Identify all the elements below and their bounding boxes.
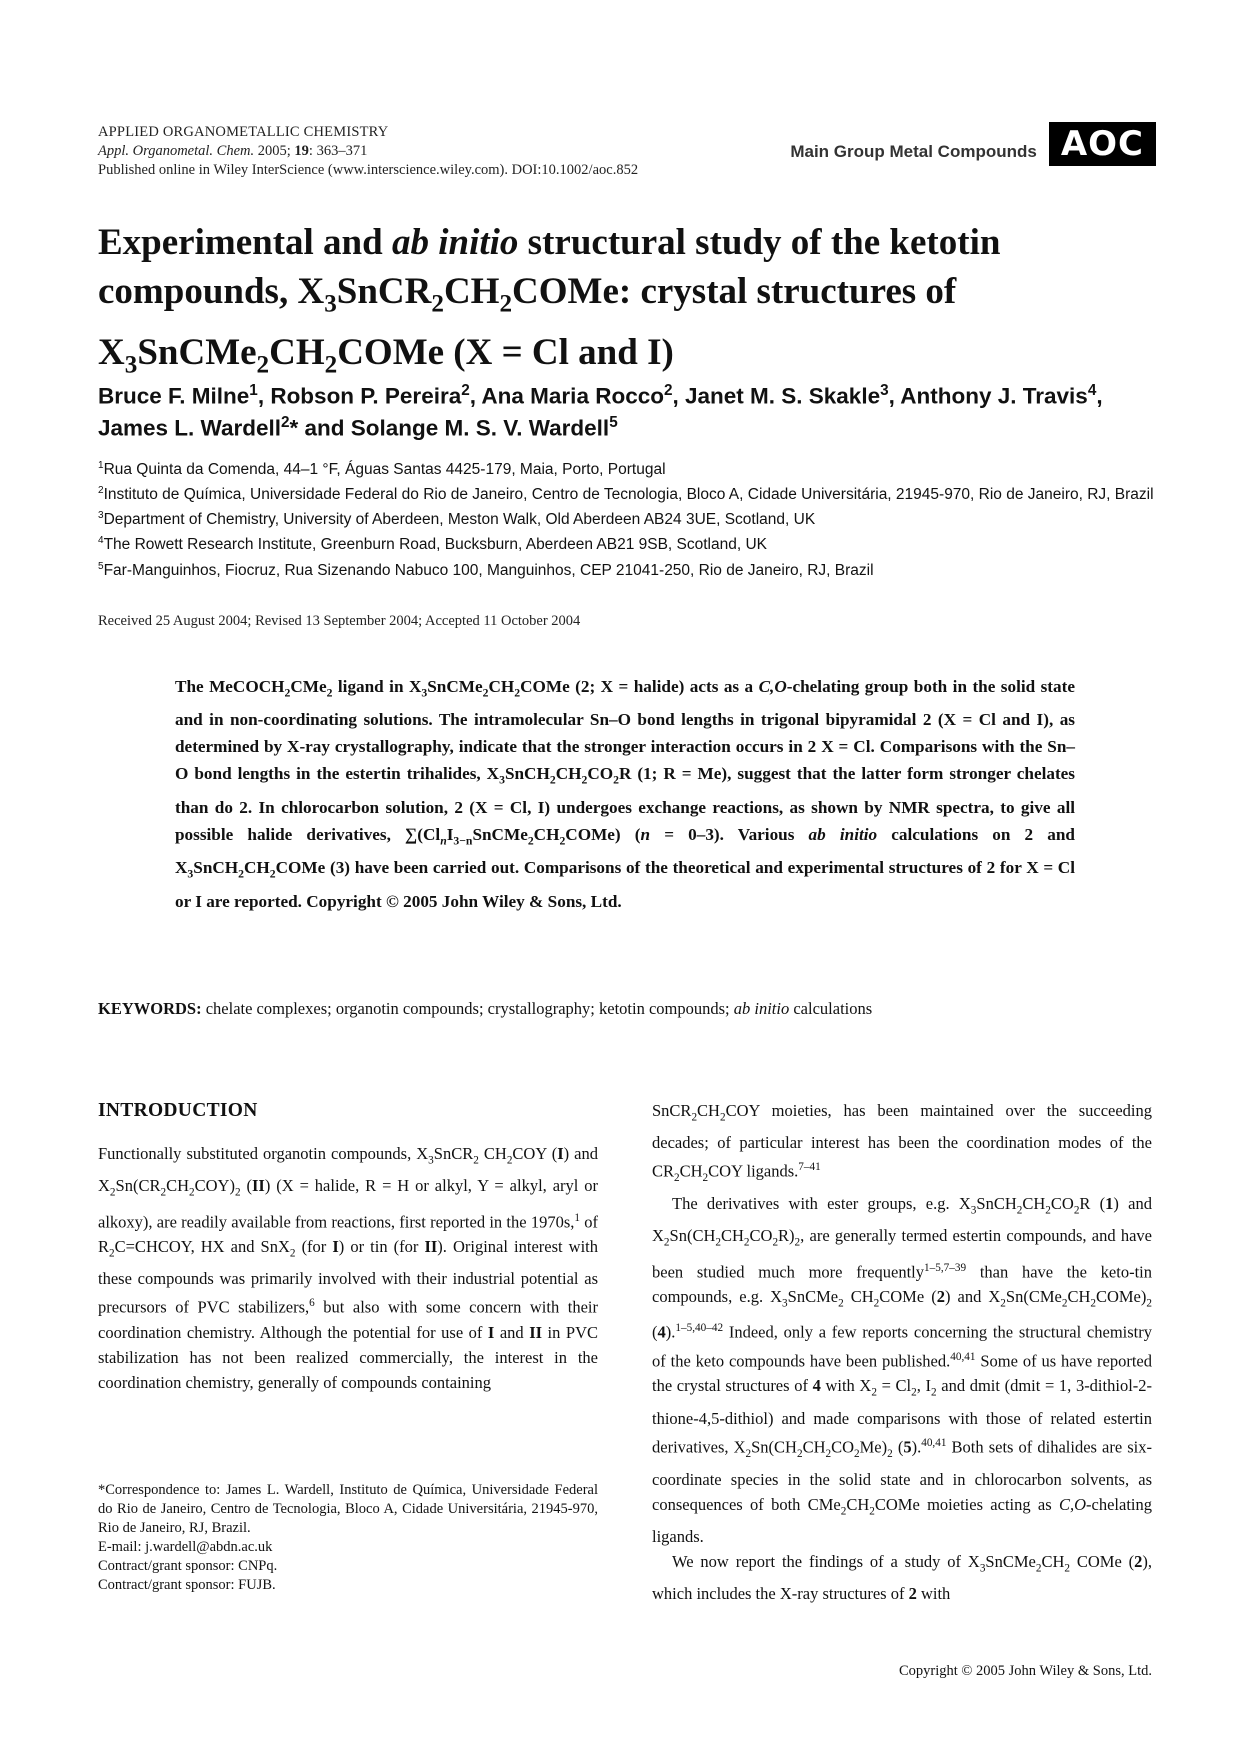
footnote-line: Contract/grant sponsor: CNPq.	[98, 1558, 278, 1574]
paragraph: $SnCR_2CH_2COY$ moieties, has been maintained over the succeeding decades; of particular interest has been the coordination modes of the $CR_2CH_2COY$ ligands.$^{7-41}$	[652, 1101, 1152, 1185]
article-title: Experimental and ab initio structural study of the ketotin compounds, $X_3SnCR_2CH_2COMe$: crystal structures of $X_3SnCMe_2CH_2COMe$ (X = Cl and I)	[98, 222, 1001, 379]
affiliation: $^5$Far-Manguinhos, Fiocruz, Rua Sizenando Nabuco 100, Manguinhos, CEP 21041-250, Rio de Janeiro, RJ, Brazil	[98, 560, 874, 579]
journal-header	[98, 123, 638, 180]
section-label: Main Group Metal Compounds	[790, 142, 1037, 161]
published-online: Published online in Wiley InterScience (www.interscience.wiley.com). DOI:10.1002/aoc.852	[98, 162, 639, 178]
footnote-line: Contract/grant sponsor: FUJB.	[98, 1577, 276, 1593]
header-right	[790, 122, 1156, 166]
affiliation: $^1$Rua Quinta da Comenda, 44–1 °F, Águas Santas 4425-179, Maia, Porto, Portugal	[98, 460, 666, 479]
section-heading: INTRODUCTION	[98, 1100, 258, 1121]
right-column	[652, 1098, 1152, 1606]
email: E-mail: j.wardell@abdn.ac.uk	[98, 1539, 273, 1555]
affiliations	[98, 455, 1158, 581]
keywords: KEYWORDS: chelate complexes; organotin compounds; crystallography; ketotin compounds; ab initio calculations	[98, 999, 873, 1018]
paragraph: We now report the findings of a study of $X_3SnCMe_2CH_2$ COMe (2), which includes the X-ray structures of 2 with	[652, 1551, 1152, 1604]
affiliation: $^4$The Rowett Research Institute, Greenburn Road, Bucksburn, Aberdeen AB21 9SB, Scotland, UK	[98, 535, 767, 554]
received-dates: Received 25 August 2004; Revised 13 September 2004; Accepted 11 October 2004	[98, 613, 581, 629]
footnote-line: *Correspondence to: James L. Wardell, Instituto de Química, Universidade Federal do Rio de Janeiro, Centro de Tecnologia, Bloco A, Cidade Universitária, 21945-970, Rio de Janeiro, RJ, Brazil.	[98, 1482, 598, 1536]
abstract: The MeCOCH$_2$CMe$_2$ ligand in $X_3SnCMe_2CH_2COMe$ (2; X = halide) acts as a C,O-chelating group both in the solid state and in non-coordinating solutions. The intramolecular Sn–O bond lengths in trigonal bipyramidal 2 (X = Cl and I), as determined by X-ray crystallography, indicate that the stronger interaction occurs in 2 X = Cl. Comparisons with the Sn–O bond lengths in the estertin trihalides, $X_3SnCH_2CH_2CO_2R$ (1; R = Me), suggest that the latter form stronger chelates than do 2. In chlorocarbon solution, 2 (X = Cl, I) undergoes exchange reactions, as shown by NMR spectra, to give all possible halide derivatives, $\sum(Cl_nI_{3-n}SnCMe_2CH_2COMe) (n = 0-3)$. Various ab initio calculations on 2 and $X_3SnCH_2CH_2COMe$ (3) have been carried out. Comparisons of the theoretical and experimental structures of 2 for X = Cl or I are reported. Copyright © 2005 John Wiley & Sons, Ltd.	[175, 677, 1075, 911]
journal-name: APPLIED ORGANOMETALLIC CHEMISTRY	[98, 124, 389, 140]
affiliation: $^2$Instituto de Química, Universidade Federal do Rio de Janeiro, Centro de Tecnologia, Bloco A, Cidade Universitária, 21945-970, Rio de Janeiro, RJ, Brazil	[98, 485, 1154, 504]
affiliation: $^3$Department of Chemistry, University of Aberdeen, Meston Walk, Old Aberdeen AB24 3UE, Scotland, UK	[98, 510, 816, 529]
left-column	[98, 1098, 598, 1395]
paragraph: Functionally substituted organotin compounds, $X_3SnCR_2$ $CH_2COY$ (I) and $X_2Sn(CR_2CH_2COY)_2$ (II) (X = halide, R = H or alkyl, Y = alkyl, aryl or alkoxy), are readily available from reactions, first reported in the 1970s,$^1$ of $R_2C=CHCOY$, HX and SnX$_2$ (for I) or tin (for II). Original interest with these compounds was primarily involved with their industrial potential as precursors of PVC stabilizers,$^6$ but also with some concern with their coordination chemistry. Although the potential for use of I and II in PVC stabilization has not been realized commercially, the interest in the coordination chemistry, generally of compounds containing	[98, 1144, 599, 1392]
author-list: Bruce F. Milne$^1$, Robson P. Pereira$^2$, Ana Maria Rocco$^2$, Janet M. S. Skakle$^3$, Anthony J. Travis$^4$, James L. Wardell$^2$* and Solange M. S. V. Wardell$^5$	[98, 382, 1103, 440]
correspondence-footnote	[98, 1481, 598, 1595]
paragraph: The derivatives with ester groups, e.g. $X_3SnCH_2CH_2CO_2R$ (1) and $X_2Sn(CH_2CH_2CO_2R)_2$, are generally termed estertin compounds, and have been studied much more frequently$^{1-5,7-39}$ than have the keto-tin compounds, e.g. $X_3SnCMe_2$ $CH_2COMe$ (2) and $X_2Sn(CMe_2CH_2COMe)_2$ (4).$^{1-5,40-42}$ Indeed, only a few reports concerning the structural chemistry of the keto compounds have been published.$^{40,41}$ Some of us have reported the crystal structures of 4 with $X_2 = Cl_2$, $I_2$ and dmit (dmit = 1, 3-dithiol-2-thione-4,5-dithiol) and made comparisons with those of related estertin derivatives, $X_2Sn(CH_2CH_2CO_2Me)_2$ (5).$^{40,41}$ Both sets of dihalides are six-coordinate species in the solid state and in chlorocarbon solvents, as consequences of both $CMe_2CH_2COMe$ moieties acting as C,O-chelating ligands.	[652, 1194, 1153, 1546]
copyright: Copyright © 2005 John Wiley & Sons, Ltd.	[898, 1663, 1152, 1679]
citation: Appl. Organometal. Chem. 2005; 19: 363–371	[98, 143, 368, 159]
journal-logo: AOC	[1049, 122, 1156, 166]
